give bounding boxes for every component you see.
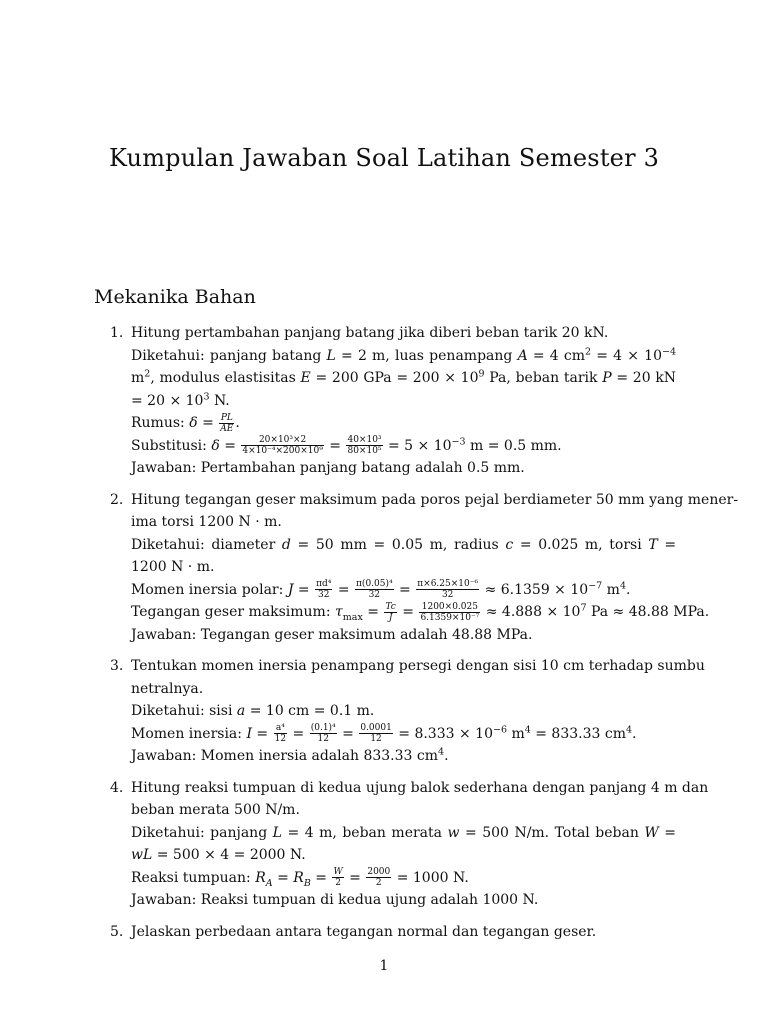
problem-2 — [94, 489, 739, 647]
question-text: Hitung reaksi tumpuan di kedua ujung balok sederhana dengan panjang 4 m dan — [131, 779, 709, 796]
problem-1 — [94, 322, 676, 480]
answer-text: Jawaban: Tegangan geser maksimum adalah 48.88 MPa. — [131, 626, 533, 643]
answer-text: Jawaban: Reaksi tumpuan di kedua ujung adalah 1000 N. — [131, 892, 539, 908]
problem-4 — [94, 777, 709, 912]
known-values: Diketahui: sisi a = 10 cm = 0.1 m. — [131, 703, 375, 719]
inertia-line: Momen inersia polar: J = $\frac{\text{πd⁴}}{32}$ = $\frac{\text{π(0.05)⁴}}{32}$ = $\frac{\text{π×6.25×10⁻⁶}}{32}$ ≈ $6.1359 \times 10^{-7}$ $m^4$. — [131, 579, 631, 600]
problem-3 — [94, 655, 705, 768]
formula-line: Rumus: δ = $\frac{PL}{AE}$ . — [131, 412, 240, 434]
section-heading: Mekanika Bahan — [94, 286, 256, 308]
question-text: Hitung tegangan geser maksimum pada poros pejal berdiameter 50 mm yang mener- — [131, 491, 739, 508]
problem-5 — [94, 921, 676, 944]
question-text: netralnya. — [131, 680, 204, 697]
page-title: Kumpulan Jawaban Soal Latihan Semester 3 — [108, 144, 660, 172]
page-number: 1 — [379, 958, 389, 974]
fraction: $\frac{\text{(0.1)⁴}}{12}$ — [310, 723, 336, 744]
known-values: Diketahui: panjang batang L = 2 m, luas penampang A = 4 $cm^2 = 4 \times 10^{-4}$ $m^2$, modulus elastisitas E = 200 GPa = $200 \times 10^9$ Pa, beban tarik P = 20 kN = $20 \times 10^3$ N. — [131, 345, 677, 409]
fraction: $\frac{1200\times 0.025}{\text{6.1359×10⁻⁷}}$ — [420, 601, 480, 623]
question-text: Hitung pertambahan panjang batang jika diberi beban tarik 20 kN. — [131, 325, 609, 341]
fraction: $\frac{\text{π×6.25×10⁻⁶}}{32}$ — [417, 579, 479, 600]
problem-number: 1. — [110, 325, 124, 341]
reaction-line: Reaksi tumpuan: $R_A = R_B$ = $\frac{W}{2}$ = $\frac{2000}{2}$ = 1000 N. — [131, 867, 469, 889]
fraction: $\frac{\text{20×10³×2}}{\text{4×10⁻⁴×200×10⁹}}$ — [242, 435, 323, 456]
question-text: Tentukan momen inersia penampang persegi dengan sisi 10 cm terhadap sumbu — [131, 658, 705, 674]
problem-number: 4. — [110, 779, 124, 796]
inertia-line: Momen inersia: I = $\frac{\text{a⁴}}{12}$ = $\frac{\text{(0.1)⁴}}{12}$ = $\frac{0.0001}{12}$ = $8.333 \times 10^{-6}$ $m^4 = 833.33$ $cm^4$. — [131, 723, 637, 744]
question-text: Jelaskan perbedaan antara tegangan normal dan tegangan geser. — [131, 923, 597, 940]
question-text: beban merata 500 N/m. — [131, 802, 300, 818]
fraction: $\frac{W}{2}$ — [333, 867, 343, 888]
fraction: $\frac{\text{40×10³}}{\text{80×10⁵}}$ — [347, 435, 382, 456]
substitution-line: Substitusi: δ = $\frac{\text{20×10³×2}}{\text{4×10⁻⁴×200×10⁹}}$ = $\frac{\text{40×10³}}{\text{80×10⁵}}$ = $5 \times 10^{-3}$ m = 0.5 mm. — [131, 435, 562, 456]
fraction: $\frac{2000}{2}$ — [367, 867, 391, 888]
fraction: $\frac{PL}{AE}$ — [220, 412, 234, 434]
known-values: Diketahui: diameter d = 50 mm = 0.05 m, radius c = 0.025 m, torsi T = 1200 N · m. — [131, 536, 677, 575]
known-values: Diketahui: panjang L = 4 m, beban merata w = 500 N/m. Total beban W = wL = 500 × 4 = 2000 N. — [131, 824, 676, 863]
fraction: $\frac{0.0001}{12}$ — [360, 723, 392, 744]
fraction: $\frac{\text{π(0.05)⁴}}{32}$ — [356, 579, 393, 600]
question-text: ima torsi 1200 N · m. — [131, 514, 282, 530]
problem-number: 2. — [110, 491, 124, 508]
problem-number: 3. — [110, 658, 124, 674]
answer-text: Jawaban: Pertambahan panjang batang adalah 0.5 mm. — [131, 460, 525, 476]
problem-list — [94, 322, 739, 952]
answer-text: Jawaban: Momen inersia adalah 833.33 $cm^4$. — [131, 746, 449, 764]
stress-line: Tegangan geser maksimum: $\tau_{max}$ = $\frac{Tc}{J}$ = $\frac{1200\times 0.025}{\text{6.1359×10⁻⁷}}$ ≈ $4.888 \times 10^7$ Pa ≈ 48.88 MPa. — [131, 601, 710, 623]
fraction: $\frac{\text{πd⁴}}{32}$ — [316, 579, 332, 600]
problem-number: 5. — [110, 923, 124, 940]
fraction: $\frac{Tc}{J}$ — [385, 601, 396, 623]
fraction: $\frac{\text{a⁴}}{12}$ — [274, 723, 287, 744]
